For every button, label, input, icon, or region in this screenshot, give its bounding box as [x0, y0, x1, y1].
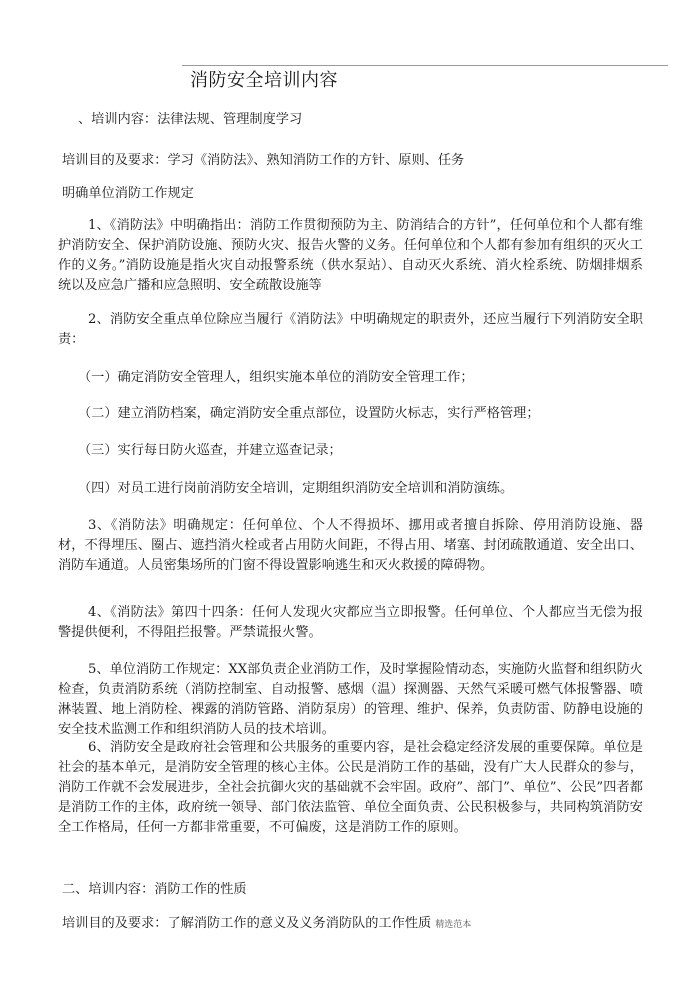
footer-note: 精选范本: [435, 920, 472, 930]
section2-heading: 二、培训内容：消防工作的性质: [62, 882, 247, 897]
page-title: 消防安全培训内容: [190, 70, 338, 91]
duty-item: （二）建立消防档案，确定消防安全重点部位，设置防火标志，实行严格管理；: [78, 406, 540, 421]
section2-goal: 培训目的及要求：了解消防工作的意义及义务消防队的工作性质: [62, 916, 432, 931]
duty-item: （四）对员工进行岗前消防安全培训，定期组织消防安全培训和消防演练。: [78, 481, 514, 496]
section1-goal-cont: 明确单位消防工作规定: [62, 186, 194, 201]
paragraph-6: 6、消防安全是政府社会管理和公共服务的重要内容，是社会稳定经济发展的重要保障。单位是社会的基本单元，是消防安全管理的核心主体。公民是消防工作的基础，没有广大人民群众的参与，消防工作就不会发展进步，全社会抗御火灾的基础就不会牢固。政府”、部门”、单位”、公民”四者都是消防工作的主体，政府统一领导、部门依法监管、单位全面负责、公民积极参与，共同构筑消防安全工作格局，任何一方都非常重要，不可偏废，这是消防工作的原则。: [58, 740, 643, 835]
paragraph-1: 1、《消防法》中明确指出：消防工作贯彻预防为主、防消结合的方针”，任何单位和个人都有维护消防安全、保护消防设施、预防火灾、报告火警的义务。任何单位和个人都有参加有组织的灭火工作的义务。”消防设施是指火灾自动报警系统（供水泵站）、自动灭火系统、消火栓系统、防烟排烟系统以及应急广播和应急照明、安全疏散设施等: [58, 218, 643, 293]
section1-heading: 、培训内容：法律法规、管理制度学习: [78, 112, 303, 127]
section1-goal: 培训目的及要求：学习《消防法》、熟知消防工作的方针、原则、任务: [62, 153, 465, 168]
paragraph-2: 2、消防安全重点单位除应当履行《消防法》中明确规定的职责外，还应当履行下列消防安全职责：: [58, 312, 643, 347]
paragraph-4: 4、《消防法》第四十四条：任何人发现火灾都应当立即报警。任何单位、个人都应当无偿为报警提供便利，不得阻拦报警。严禁谎报火警。: [58, 605, 643, 640]
duty-item: （一）确定消防安全管理人，组织实施本单位的消防安全管理工作；: [78, 370, 474, 385]
duty-item: （三）实行每日防火巡查，并建立巡查记录；: [78, 443, 342, 458]
paragraph-5: 5、单位消防工作规定：XX部负责企业消防工作，及时掌握险情动态，实施防火监督和组织防火检查，负责消防系统（消防控制室、自动报警、感烟（温）探测器、天然气采暖可燃气体报警器、喷淋装置、地上消防栓、裸露的消防管路、消防泵房）的管理、维护、保养，负责防雷、防静电设施的安全技术监测工作和组织消防人员的技术培训。: [58, 662, 643, 737]
paragraph-3: 3、《消防法》明确规定：任何单位、个人不得损坏、挪用或者擅自拆除、停用消防设施、器材，不得埋压、圈占、遮挡消火栓或者占用防火间距，不得占用、堵塞、封闭疏散通道、安全出口、消防车通道。人员密集场所的门窗不得设置影响逃生和灭火救援的障碍物。: [58, 518, 643, 573]
section2-goal-line: [62, 914, 471, 935]
